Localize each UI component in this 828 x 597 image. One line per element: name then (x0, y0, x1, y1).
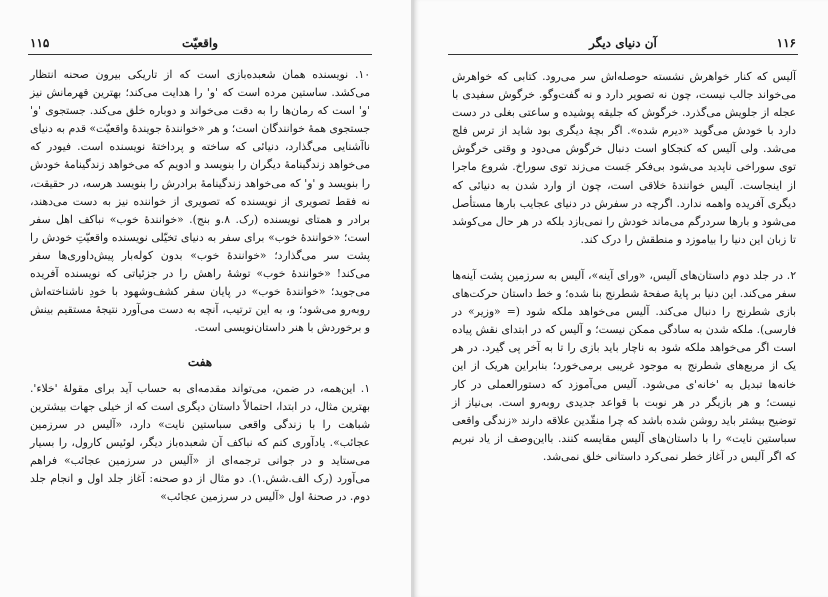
paragraph: ۲. در جلد دوم داستان‌های آلیس، «ورای آینه»، آلیس به سرزمین پشت آینه‌ها سفر می‌کند. این دنیا بر پایهٔ صفحهٔ شطرنج بنا شده؛ و خط داستان حرکت‌های بازی شطرنج را دنبال می‌کند. آلیس می‌خواهد ملکه شود (= «وزیر» در فارسی). ملکه شدن به سادگی ممکن نیست؛ و آلیس که در ابتدای نقش پیاده است اگر می‌خواهد ملکه شود به ناچار باید بازی را تا به آخر پی گیرد. در هر یک از مربع‌های شطرنج به موجود غریبی برمی‌خورد؛ بنابراین هریک از این خانه‌ها تبدیل به 'خانه'ی می‌شود. آلیس می‌آموزد که دستورالعملی در کار نیست؛ و هر بازیگر در هر نوبت با قواعد جدیدی روبه‌رو است. بی‌نیاز از توضیح بیشتر باید روشن شده باشد که چرا منقّدین علاقه دارند «زندگی واقعی سباستین نایت» را با داستان‌های آلیس مقایسه کنند. بااین‌وصف از یاد نبریم که اگر آلیس در آغاز خطر نمی‌کرد داستانی خلق نمی‌شد. (451, 268, 796, 463)
paragraph: آلیس که کنار خواهرش نشسته حوصله‌اش سر می‌رود. کتابی که خواهرش می‌خواند جالب نیست، چون نه تصویر دارد و نه گفت‌وگو. خرگوش سفیدی با عجله از جلویش می‌گذرد. خرگوش که جلیقه پوشیده و ساعتی بغلی در دست دارد با خودش می‌گوید «دیرم شده». اگر بچهٔ دیگری بود شاید از ترس فلج می‌شد. ولی آلیس که کنجکاو است دنبال خرگوش می‌دود و وقتی خرگوش توی سوراخی ناپدید می‌شود بی‌فکر جَست می‌زند توی سوراخ. شروع ماجرا از اینجاست. آلیس خوانندهٔ خلاقی است، چون از وارد شدن به دنیائی که دیگری آفریده واهمه ندارد. اگرچه در سفرش در دنیای عجایب بارها مستأصل می‌شود و بارها سردرگم می‌ماند خودش را نمی‌بازد بلکه در هر حال می‌کوشد تا زبان این دنیا را بیاموزد و منطقش را درک کند. (452, 70, 796, 246)
section-heading: هفت (187, 355, 213, 370)
left-page (0, 0, 412, 597)
running-title: آن دنیای دیگر (589, 36, 657, 50)
right-page-body (452, 68, 796, 466)
right-page-header (448, 34, 798, 55)
left-page-body (30, 66, 370, 506)
paragraph: ۱. این‌همه، در ضمن، می‌تواند مقدمه‌ای به حساب آید برای مقولهٔ 'خلاء'. بهترین مثال، در ابتدا، احتمالاً داستان دیگری است که از خیلی جهات بیشترین شباهت را با زندگی واقعی سباستین نایت» دارد، «آلیس در سرزمین عجائب». یادآوری کنم که نباکف آن شعبده‌باز دیگر، لوئیس کارول، را بسیار می‌ستاید و در جوانی ترجمه‌ای از «آلیس در سرزمین عجائب» فراهم می‌آورد (رک الف.شش.۱). دو مثال از دو صحنه: آغاز جلد اول و انجام جلد دوم. در صحنهٔ اول «آلیس در سرزمین عجائب» (30, 381, 370, 504)
page-number: ۱۱۶ (776, 36, 796, 50)
paragraph: ۱۰. نویسنده همان شعبده‌بازی است که از تاریکی بیرون صحنه انتظار می‌کشد. ساستین مرده است که 'و' را هدایت می‌کند؛ بهترین قهرمانش نیز 'و' است که رمان‌ها را به دقت می‌خواند و دوباره خلق می‌کند. جستجوی 'و' جستجوی همهٔ خوانندگان است؛ و هر «خوانندهٔ جویندهٔ واقعیّت» قدم به دنیای ناآشنایی می‌گذارد، دنیائی که ساخته و پرداختهٔ نویسنده است. فیودر که می‌خواهد زندگینامهٔ دیگران را بنویسد و ادویم که می‌خواهد زندگینامهٔ خودش را بنویسد و 'و' که می‌خواهد زندگینامهٔ برادرش را بنویسد هرسه، در حقیقت، نه فقط تصویری از نویسنده که تصویری از خواننده نیز به دست می‌دهند، برادر و همتای نویسنده (رک. ۸.و بنج). «خوانندهٔ خوب» نباکف اهل سفر است؛ «خوانندهٔ خوب» برای سفر به دنیای تخیّلی نویسنده واقعیّتِ خودش را پشت سر می‌گذارد؛ «خوانندهٔ خوب» بدون کوله‌بار پیش‌داوری‌ها سفر می‌کند! «خوانندهٔ خوب» توشهٔ راهش را در جزئیاتی که نویسنده آفریده می‌جوید؛ «خوانندهٔ خوب» در پایان سفر کشف‌وشهود با خودِ ناشناخته‌اش روبه‌رو می‌شود؛ و، به این ترتیب، آنچه به دست می‌آورد نتیجهٔ مستقیم بینش و برخوردش با هنر داستان‌نویسی است. (30, 68, 370, 335)
right-page (414, 0, 828, 597)
running-title: واقعیّت (181, 36, 219, 50)
page-number: ۱۱۵ (30, 36, 50, 50)
left-page-header (28, 34, 372, 55)
